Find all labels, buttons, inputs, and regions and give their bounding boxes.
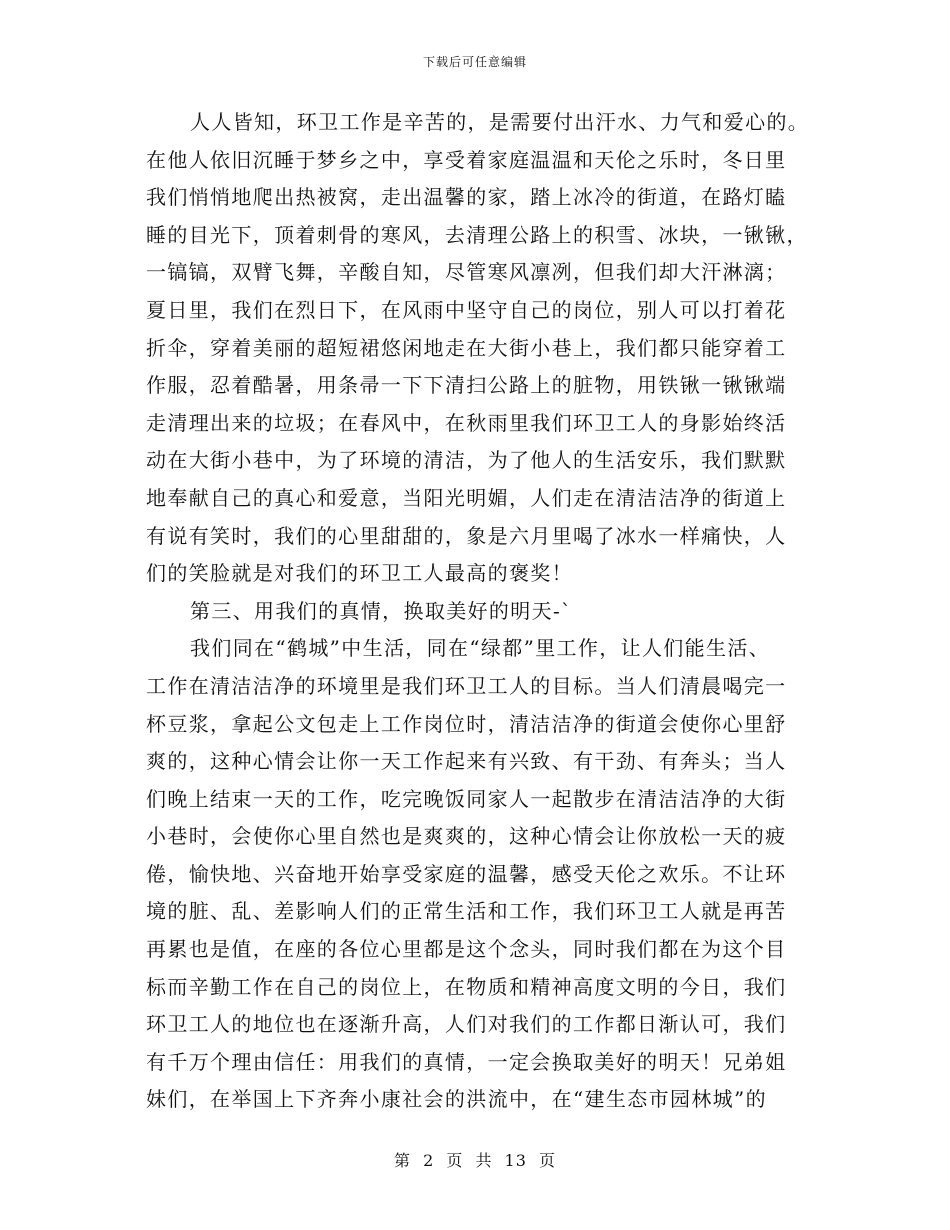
text-line: 们的笑脸就是对我们的环卫工人最高的褒奖！: [146, 561, 573, 586]
text-line: 地奉献自己的真心和爱意，当阳光明媚，人们走在清洁洁净的街道上: [146, 485, 787, 510]
text-line: 小巷时，会使你心里自然也是爽爽的，这种心情会让你放松一天的疲: [146, 824, 787, 849]
text-line: 我们同在“鹤城”中生活，同在“绿都”里工作，让人们能生活、: [190, 636, 771, 661]
text-line: 折伞，穿着美丽的超短裙悠闲地走在大街小巷上，我们都只能穿着工: [146, 335, 787, 360]
document-body: [146, 104, 810, 1119]
text-line: 标而辛勤工作在自己的岗位上，在物质和精神高度文明的今日，我们: [146, 974, 787, 999]
text-line: 妹们，在举国上下齐奔小康社会的洪流中，在“建生态市园林城”的: [146, 1087, 767, 1112]
section-heading: 第三、用我们的真情，换取美好的明天-`: [190, 598, 573, 623]
text-line: 倦，愉快地、兴奋地开始享受家庭的温馨，感受天伦之欢乐。不让环: [146, 861, 787, 886]
text-line: 有千万个理由信任：用我们的真情，一定会换取美好的明天！兄弟姐: [146, 1049, 787, 1074]
text-line: 环卫工人的地位也在逐渐升高，人们对我们的工作都日渐认可，我们: [146, 1012, 787, 1037]
page-number: 第 2 页 共 13 页: [394, 1151, 556, 1170]
text-line: 再累也是值，在座的各位心里都是这个念头，同时我们都在为这个目: [146, 937, 787, 962]
text-line: 有说有笑时，我们的心里甜甜的，象是六月里喝了冰水一样痛快，人: [146, 523, 787, 548]
text-line: 作服，忍着酷暑，用条帚一下下清扫公路上的脏物，用铁锹一锹锹端: [146, 373, 787, 398]
text-line: 夏日里，我们在烈日下，在风雨中坚守自己的岗位，别人可以打着花: [146, 297, 787, 322]
text-line: 人人皆知，环卫工作是辛苦的，是需要付出汗水、力气和爱心的。: [190, 110, 810, 134]
text-line: 爽的，这种心情会让你一天工作起来有兴致、有干劲、有奔头；当人: [146, 749, 787, 774]
text-line: 动在大街小巷中，为了环境的清洁，为了他人的生活安乐，我们默默: [146, 448, 787, 473]
text-line: 杯豆浆，拿起公文包走上工作岗位时，清洁洁净的街道会使你心里舒: [146, 711, 787, 736]
text-line: 在他人依旧沉睡于梦乡之中，享受着家庭温温和天伦之乐时，冬日里: [146, 147, 787, 172]
text-line: 境的脏、乱、差影响人们的正常生活和工作，我们环卫工人就是再苦: [146, 899, 787, 924]
page-header-note: 下载后可任意编辑: [422, 55, 527, 69]
text-line: 工作在清洁洁净的环境里是我们环卫工人的目标。当人们清晨喝完一: [146, 673, 787, 698]
text-line: 睡的目光下，顶着刺骨的寒风，去清理公路上的积雪、冰块，一锹锹，: [146, 222, 808, 247]
text-line: 一镐镐，双臂飞舞，辛酸自知，尽管寒风凛冽，但我们却大汗淋漓；: [146, 260, 787, 285]
text-line: 我们悄悄地爬出热被窝，走出温馨的家，踏上冰冷的街道，在路灯瞌: [146, 185, 787, 210]
text-line: 们晚上结束一天的工作，吃完晚饭同家人一起散步在清洁洁净的大街: [146, 786, 787, 811]
text-line: 走清理出来的垃圾；在春风中，在秋雨里我们环卫工人的身影始终活: [146, 410, 787, 435]
